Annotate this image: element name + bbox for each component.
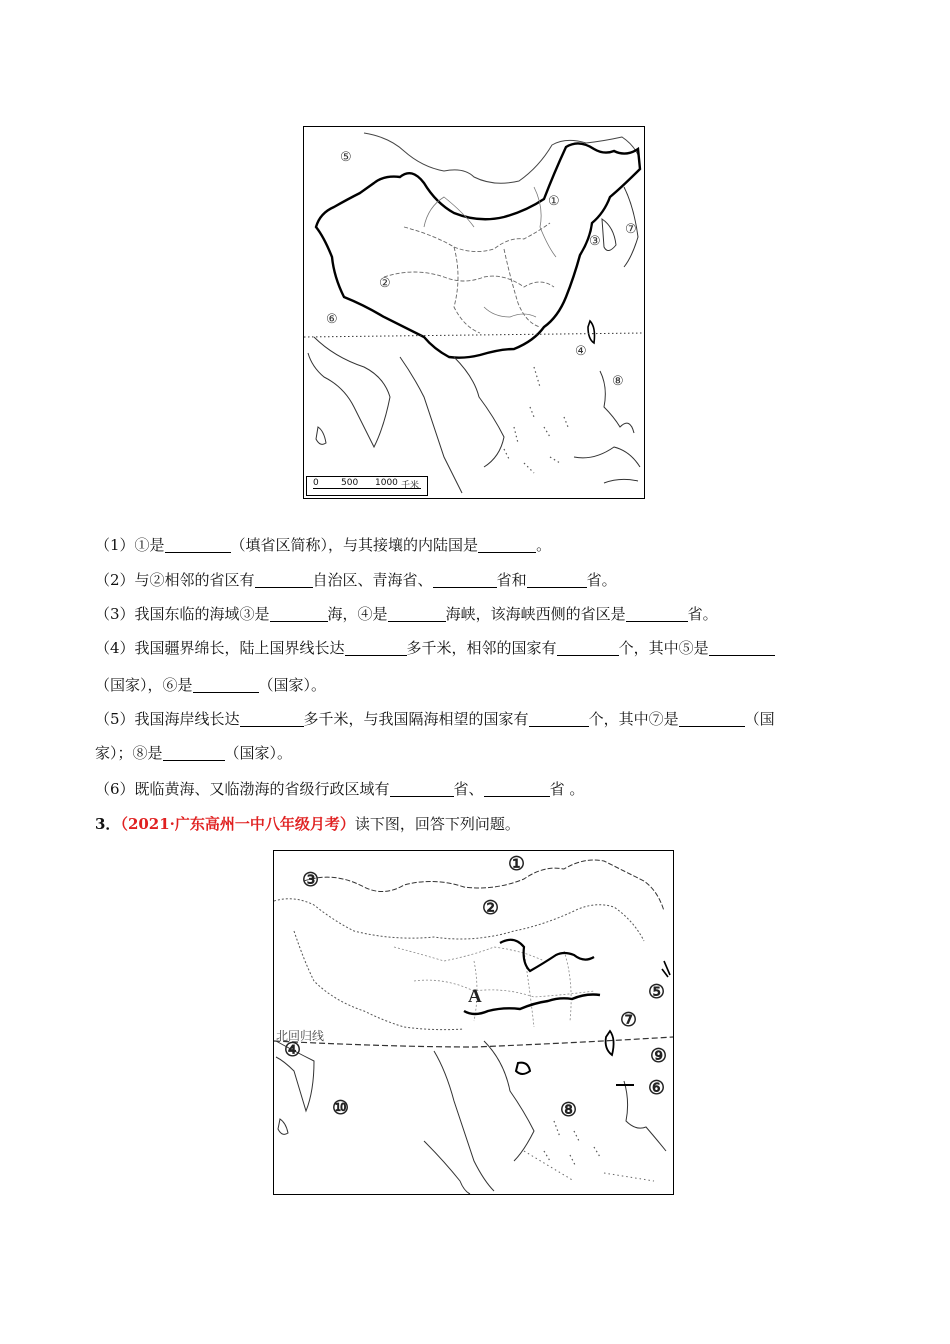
map-2-drawing bbox=[274, 851, 673, 1194]
blank[interactable] bbox=[527, 571, 587, 588]
blank[interactable] bbox=[165, 536, 231, 553]
blank[interactable] bbox=[433, 571, 497, 588]
blank[interactable] bbox=[255, 571, 313, 588]
blank[interactable] bbox=[240, 710, 304, 727]
china-map-2 bbox=[273, 850, 674, 1195]
question-6: （6）既临黄海、又临渤海的省级行政区域有 省、 省 。 bbox=[95, 780, 585, 798]
scale-0: 0 bbox=[313, 478, 319, 488]
blank[interactable] bbox=[557, 639, 619, 656]
map1-label-5: ⑤ bbox=[340, 150, 352, 165]
question-3: （3）我国东临的海域③是 海，④是 海峡，该海峡西侧的省区是 省。 bbox=[95, 605, 718, 623]
map2-label-6: ⑥ bbox=[648, 1077, 666, 1099]
map2-label-9: ⑨ bbox=[650, 1045, 668, 1067]
blank[interactable] bbox=[390, 780, 454, 797]
question-1: （1）①是 （填省区简称），与其接壤的内陆国是 。 bbox=[95, 536, 552, 554]
map1-scale-bar bbox=[306, 476, 428, 496]
blank[interactable] bbox=[484, 780, 550, 797]
map2-label-7: ⑦ bbox=[620, 1009, 638, 1031]
question-5: （5）我国海岸线长达 多千米，与我国隔海相望的国家有 个，其中⑦是 （国 bbox=[95, 710, 775, 728]
blank[interactable] bbox=[626, 605, 688, 622]
blank[interactable] bbox=[193, 676, 259, 693]
scale-1000: 1000 bbox=[375, 478, 398, 488]
blank[interactable] bbox=[345, 639, 407, 656]
blank[interactable] bbox=[163, 744, 225, 761]
map1-label-4: ④ bbox=[575, 344, 587, 359]
map2-label-8: ⑧ bbox=[560, 1099, 578, 1121]
blank[interactable] bbox=[478, 536, 536, 553]
item-3-text: 读下图，回答下列问题。 bbox=[354, 815, 520, 833]
scale-unit: 千米 bbox=[401, 481, 420, 491]
item-3-heading bbox=[95, 814, 520, 834]
blank[interactable] bbox=[388, 605, 446, 622]
map1-label-6: ⑥ bbox=[326, 312, 338, 327]
question-4-cont: （国家），⑥是 （国家）。 bbox=[95, 676, 327, 694]
map2-label-5: ⑤ bbox=[648, 981, 666, 1003]
china-map-1 bbox=[303, 126, 645, 499]
map2-label-10: ⑩ bbox=[332, 1097, 350, 1119]
blank[interactable] bbox=[529, 710, 589, 727]
map2-label-4: ④ bbox=[284, 1039, 302, 1061]
question-2: （2）与②相邻的省区有 自治区、青海省、 省和 省。 bbox=[95, 571, 617, 589]
item-3-source: （2021·广东高州一中八年级月考） bbox=[120, 815, 355, 833]
map1-label-1: ① bbox=[548, 194, 560, 209]
tropic-of-cancer-label: 北回归线 bbox=[276, 1029, 325, 1043]
map-1-drawing bbox=[304, 127, 644, 498]
map1-label-2: ② bbox=[379, 276, 391, 291]
blank[interactable] bbox=[679, 710, 745, 727]
scale-500: 500 bbox=[341, 478, 359, 488]
question-4: （4）我国疆界绵长，陆上国界线长达 多千米，相邻的国家有 个，其中⑤是 bbox=[95, 638, 775, 658]
map2-label-2: ② bbox=[482, 897, 500, 919]
blank[interactable] bbox=[709, 639, 775, 656]
map2-label-a: A bbox=[468, 986, 482, 1007]
map1-label-8: ⑧ bbox=[612, 374, 624, 389]
map1-label-3: ③ bbox=[589, 234, 601, 249]
map1-label-7: ⑦ bbox=[625, 222, 637, 237]
map2-label-3: ③ bbox=[302, 869, 320, 891]
blank[interactable] bbox=[270, 605, 328, 622]
item-3-number: 3． bbox=[95, 815, 121, 833]
map2-label-1: ① bbox=[508, 853, 526, 875]
question-5-cont: 家）；⑧是 （国家）。 bbox=[95, 744, 293, 762]
